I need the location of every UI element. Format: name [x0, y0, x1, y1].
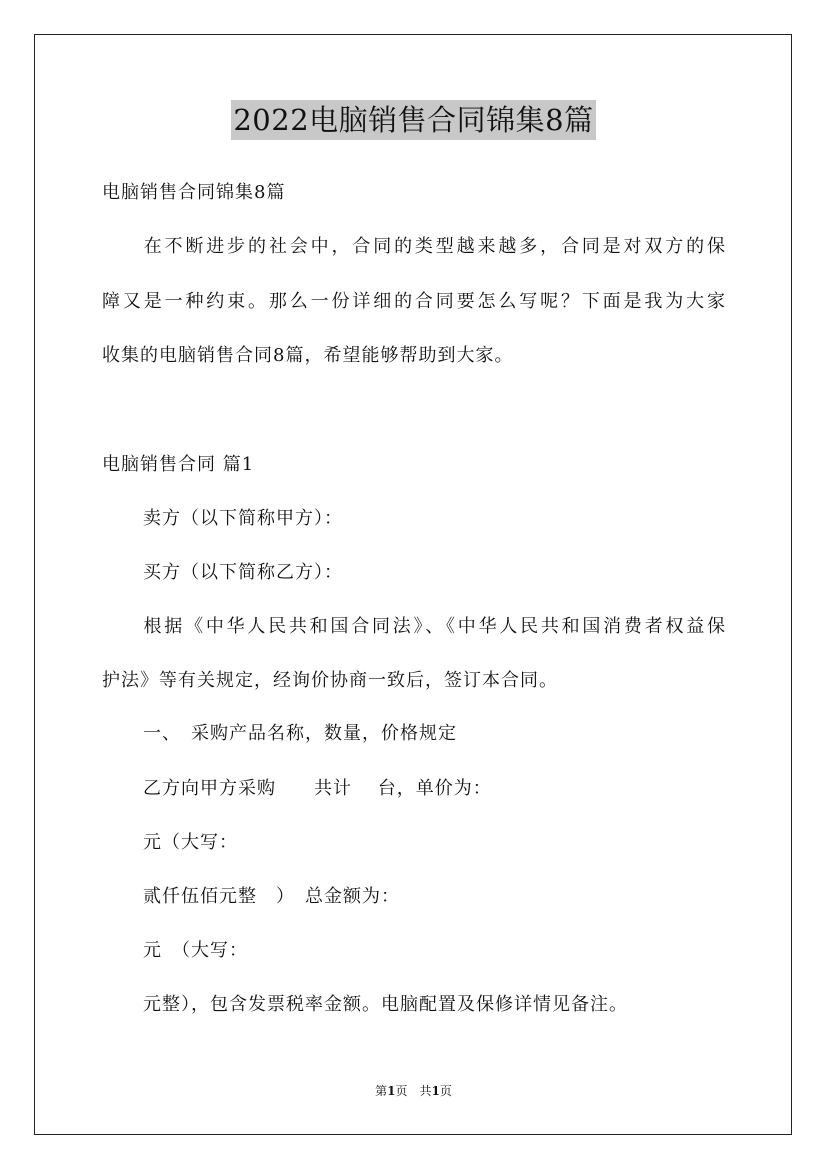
amount-words-line: 贰仟伍佰元整 ） 总金额为： — [143, 886, 400, 907]
unit-price-line: 元（大写： — [143, 832, 238, 853]
buyer-line: 买方（以下简称乙方）： — [143, 562, 343, 583]
basis-line-1: 根据《中华人民共和国合同法》、《中华人民共和国消费者权益保 — [102, 616, 726, 637]
document-subtitle: 电脑销售合同锦集8篇 — [102, 182, 286, 203]
closing-line: 元整），包含发票税率金额。电脑配置及保修详情见备注。 — [143, 994, 628, 1015]
clause-1-heading: 一、 采购产品名称，数量，价格规定 — [143, 723, 457, 744]
document-title: 2022电脑销售合同锦集8篇 — [231, 100, 595, 140]
footer-label-mid: 页 共 — [395, 1084, 432, 1098]
seller-line: 卖方（以下简称甲方）： — [143, 508, 343, 529]
purchase-line: 乙方向甲方采购 共计 台，单价为： — [143, 778, 492, 799]
section-heading: 电脑销售合同 篇1 — [102, 454, 255, 475]
intro-line-3: 收集的电脑销售合同8篇，希望能够帮助到大家。 — [102, 345, 514, 366]
footer-label-pre: 第 — [375, 1084, 388, 1098]
footer-label-post: 页 — [439, 1084, 452, 1098]
footer-page-total: 1 — [431, 1084, 440, 1098]
intro-line-1: 在不断进步的社会中，合同的类型越来越多，合同是对双方的保 — [102, 236, 726, 257]
title-container — [0, 100, 827, 140]
total-line: 元 （大写： — [143, 940, 248, 961]
intro-line-2: 障又是一种约束。那么一份详细的合同要怎么写呢？下面是我为大家 — [102, 291, 726, 312]
page-footer — [0, 1083, 827, 1099]
footer-page-number: 1 — [387, 1084, 396, 1098]
basis-line-2: 护法》等有关规定，经询价协商一致后，签订本合同。 — [102, 670, 558, 691]
